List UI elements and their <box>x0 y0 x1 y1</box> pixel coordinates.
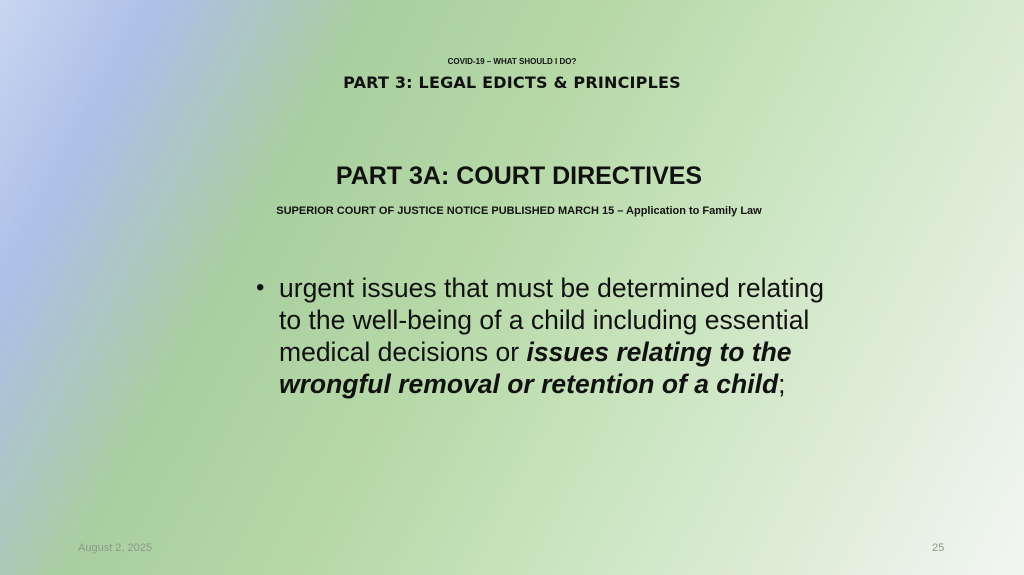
footer-date: August 2, 2025 <box>78 542 153 554</box>
bullet-list <box>256 272 836 400</box>
bullet-text: urgent issues that must be determined relating to the well-being of a child including essential medical decisions or <box>279 273 825 367</box>
slide-kicker: COVID-19 – WHAT SHOULD I DO? <box>447 57 577 66</box>
slide-title: PART 3: LEGAL EDICTS & PRINCIPLES <box>343 73 681 92</box>
notice-heading: SUPERIOR COURT OF JUSTICE NOTICE PUBLISHED MARCH 15 – Application to Family Law <box>276 205 762 217</box>
page-number: 25 <box>932 542 945 554</box>
bullet-text-end: ; <box>778 369 786 399</box>
bullet-dot-icon: • <box>256 274 265 301</box>
bullet-item <box>256 272 836 400</box>
slide-subtitle: PART 3A: COURT DIRECTIVES <box>335 162 703 190</box>
bullet-emphasis-text: issues relating to the wrongful removal or retention of a child <box>279 337 792 399</box>
